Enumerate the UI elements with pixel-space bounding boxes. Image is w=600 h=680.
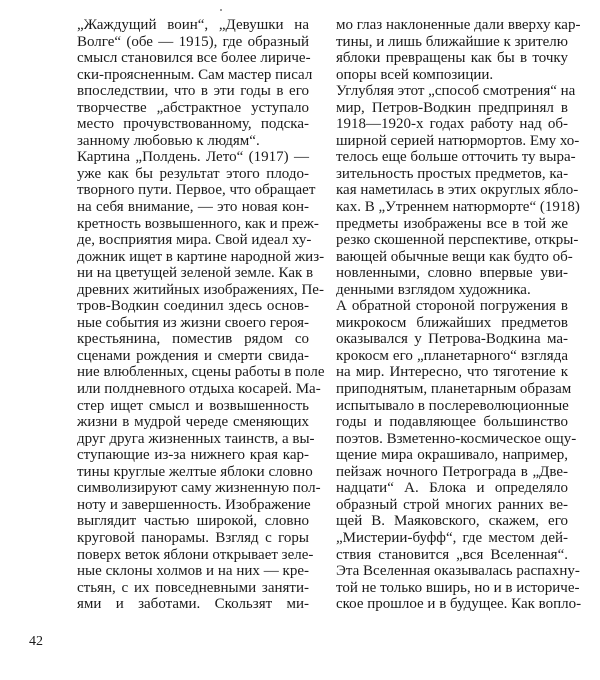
text-line: кретность возвышенного, как и преж- [77,215,319,232]
text-line: круговой панорамы. Взгляд с горы [77,529,309,546]
text-line: щей В. Маяковского, скажем, его [336,513,568,530]
text-line: выглядит частью широкой, словно [77,513,309,530]
text-line: ни на цветущей зеленой земле. Как в [77,265,314,282]
text-line: место прочувствованному, подска- [77,116,309,133]
text-line: Картина „Полдень. Лето“ (1917) — [77,149,309,166]
text-line: предметы изображены все в той же [336,215,568,232]
text-line: ствия становится „вся Вселенная“. [336,546,568,563]
text-line: символизируют саму жизненную пол- [77,480,321,497]
text-line: ные склоны холмов и на них — кре- [77,563,309,580]
text-line: зительность простых предметов, ка- [336,165,569,182]
paragraph [336,17,581,83]
text-line: ширной серией натюрмортов. Ему хо- [336,132,580,149]
text-line: де, восприятия мира. Свой идеал ху- [77,232,312,249]
text-line: ское прошлое и в будущее. Как вопло- [336,596,582,613]
text-line: щение мира окрашивало, например, [336,447,568,464]
text-line: ные события из жизни своего героя- [77,314,309,331]
text-line: кая наметилась в этих округлых ябло- [336,182,579,199]
text-line: поэтов. Взметенно-космическое ощу- [336,430,577,447]
text-line: вающей обычные вещи как будто об- [336,248,573,265]
text-line: мир, Петров-Водкин предпринял в [336,99,568,116]
text-line: дожник ищет в картине народной жиз- [77,248,325,265]
text-line: на мир. Интересно, что тяготение к [336,364,568,381]
text-line: Эта Вселенная оказывалась распахну- [336,563,580,580]
text-line: занному любовью к людям“. [77,132,260,149]
text-line: смысл становился все более лириче- [77,50,311,67]
text-line: опоры всей композиции. [336,66,494,83]
text-line: „Мистерии-буфф“, где местом дей- [336,529,568,546]
text-line: крестьянина, поместив рядом со [77,331,309,348]
text-line: творного пути. Первое, что обращает [77,182,316,199]
paragraph [77,149,325,613]
text-line: испытывало в послереволюционные [336,397,569,414]
text-line: поверх веток яблони открывает зеле- [77,546,314,563]
text-line: надцати“ А. Блока и определяло [336,480,568,497]
text-line: 1918—1920-х годах работу над об- [336,116,568,133]
text-line: Волге“ (обе — 1915), где образный [77,33,309,50]
page-number: 42 [29,634,43,649]
text-line: тров-Водкин соединил здесь основ- [77,298,309,315]
text-line: тины, и лишь ближайшие к зрителю [336,33,568,50]
text-line: ках. В „Утреннем натюрморте“ (1918) [336,199,580,216]
text-line: ступающие из-за нижнего края кар- [77,447,309,464]
text-line: ноту и завершенность. Изображение [77,496,311,513]
text-line: крокосм его „планетарного“ взгляда [336,347,568,364]
text-line: стер ищет смысл и возвышенность [77,397,309,414]
text-line: образный строй многих ранних ве- [336,496,568,513]
text-line: оказывался у Петрова-Водкина ма- [336,331,568,348]
text-line: стьян, с их повседневными заняти- [77,579,309,596]
paragraph [336,83,580,298]
text-line: уже как бы результат этого плодо- [77,165,309,182]
text-line: пейзаж ночного Петрограда в „Две- [336,463,568,480]
paragraph [336,298,582,613]
text-line: яблоки превращены как бы в точку [336,50,568,67]
text-line: на себя внимание, — это новая кон- [77,199,309,216]
right-column [336,17,582,613]
text-line: новленными, словно впервые уви- [336,265,568,282]
text-line: друг друга жизненных таинств, а вы- [77,430,315,447]
text-line: ями и заботами. Скользят ми- [77,596,309,613]
text-line: впоследствии, что в эти годы в его [77,83,309,100]
text-line: творчестве „абстрактное уступало [77,99,309,116]
text-line: мо глаз наклоненные дали вверху кар- [336,17,581,33]
text-line: ние влюбленных, сцены работы в поле [77,364,325,381]
text-line: резко скошенной перспективе, откры- [336,232,579,249]
paragraph [77,17,313,149]
left-column [77,17,325,613]
text-line: микрокосм ближайших предметов [336,314,568,331]
text-line: той не только вширь, но и в историче- [336,579,580,596]
text-line: древних житийных изображениях, Пе- [77,281,324,298]
text-line: А обратной стороной погружения в [336,298,568,315]
text-line: жизни в мудрой череде сменяющих [77,414,309,431]
text-line: Углубляя этот „способ смотрения“ на [336,83,576,100]
scan-speck [220,9,222,11]
text-line: денными взглядом художника. [336,281,531,298]
text-line: ски-проясненным. Сам мастер писал [77,66,313,83]
text-line: тины круглые желтые яблоки словно [77,463,313,480]
text-line: телось еще больше отточить ту выра- [336,149,576,166]
text-line: сценами рождения и смерти свида- [77,347,309,364]
text-line: „Жаждущий воин“, „Девушки на [77,17,309,33]
text-line: годы и подавляющее большинство [336,414,568,431]
text-line: приподнятым, планетарным образам [336,381,572,398]
text-line: или полдневного отдыха косарей. Ма- [77,381,321,398]
